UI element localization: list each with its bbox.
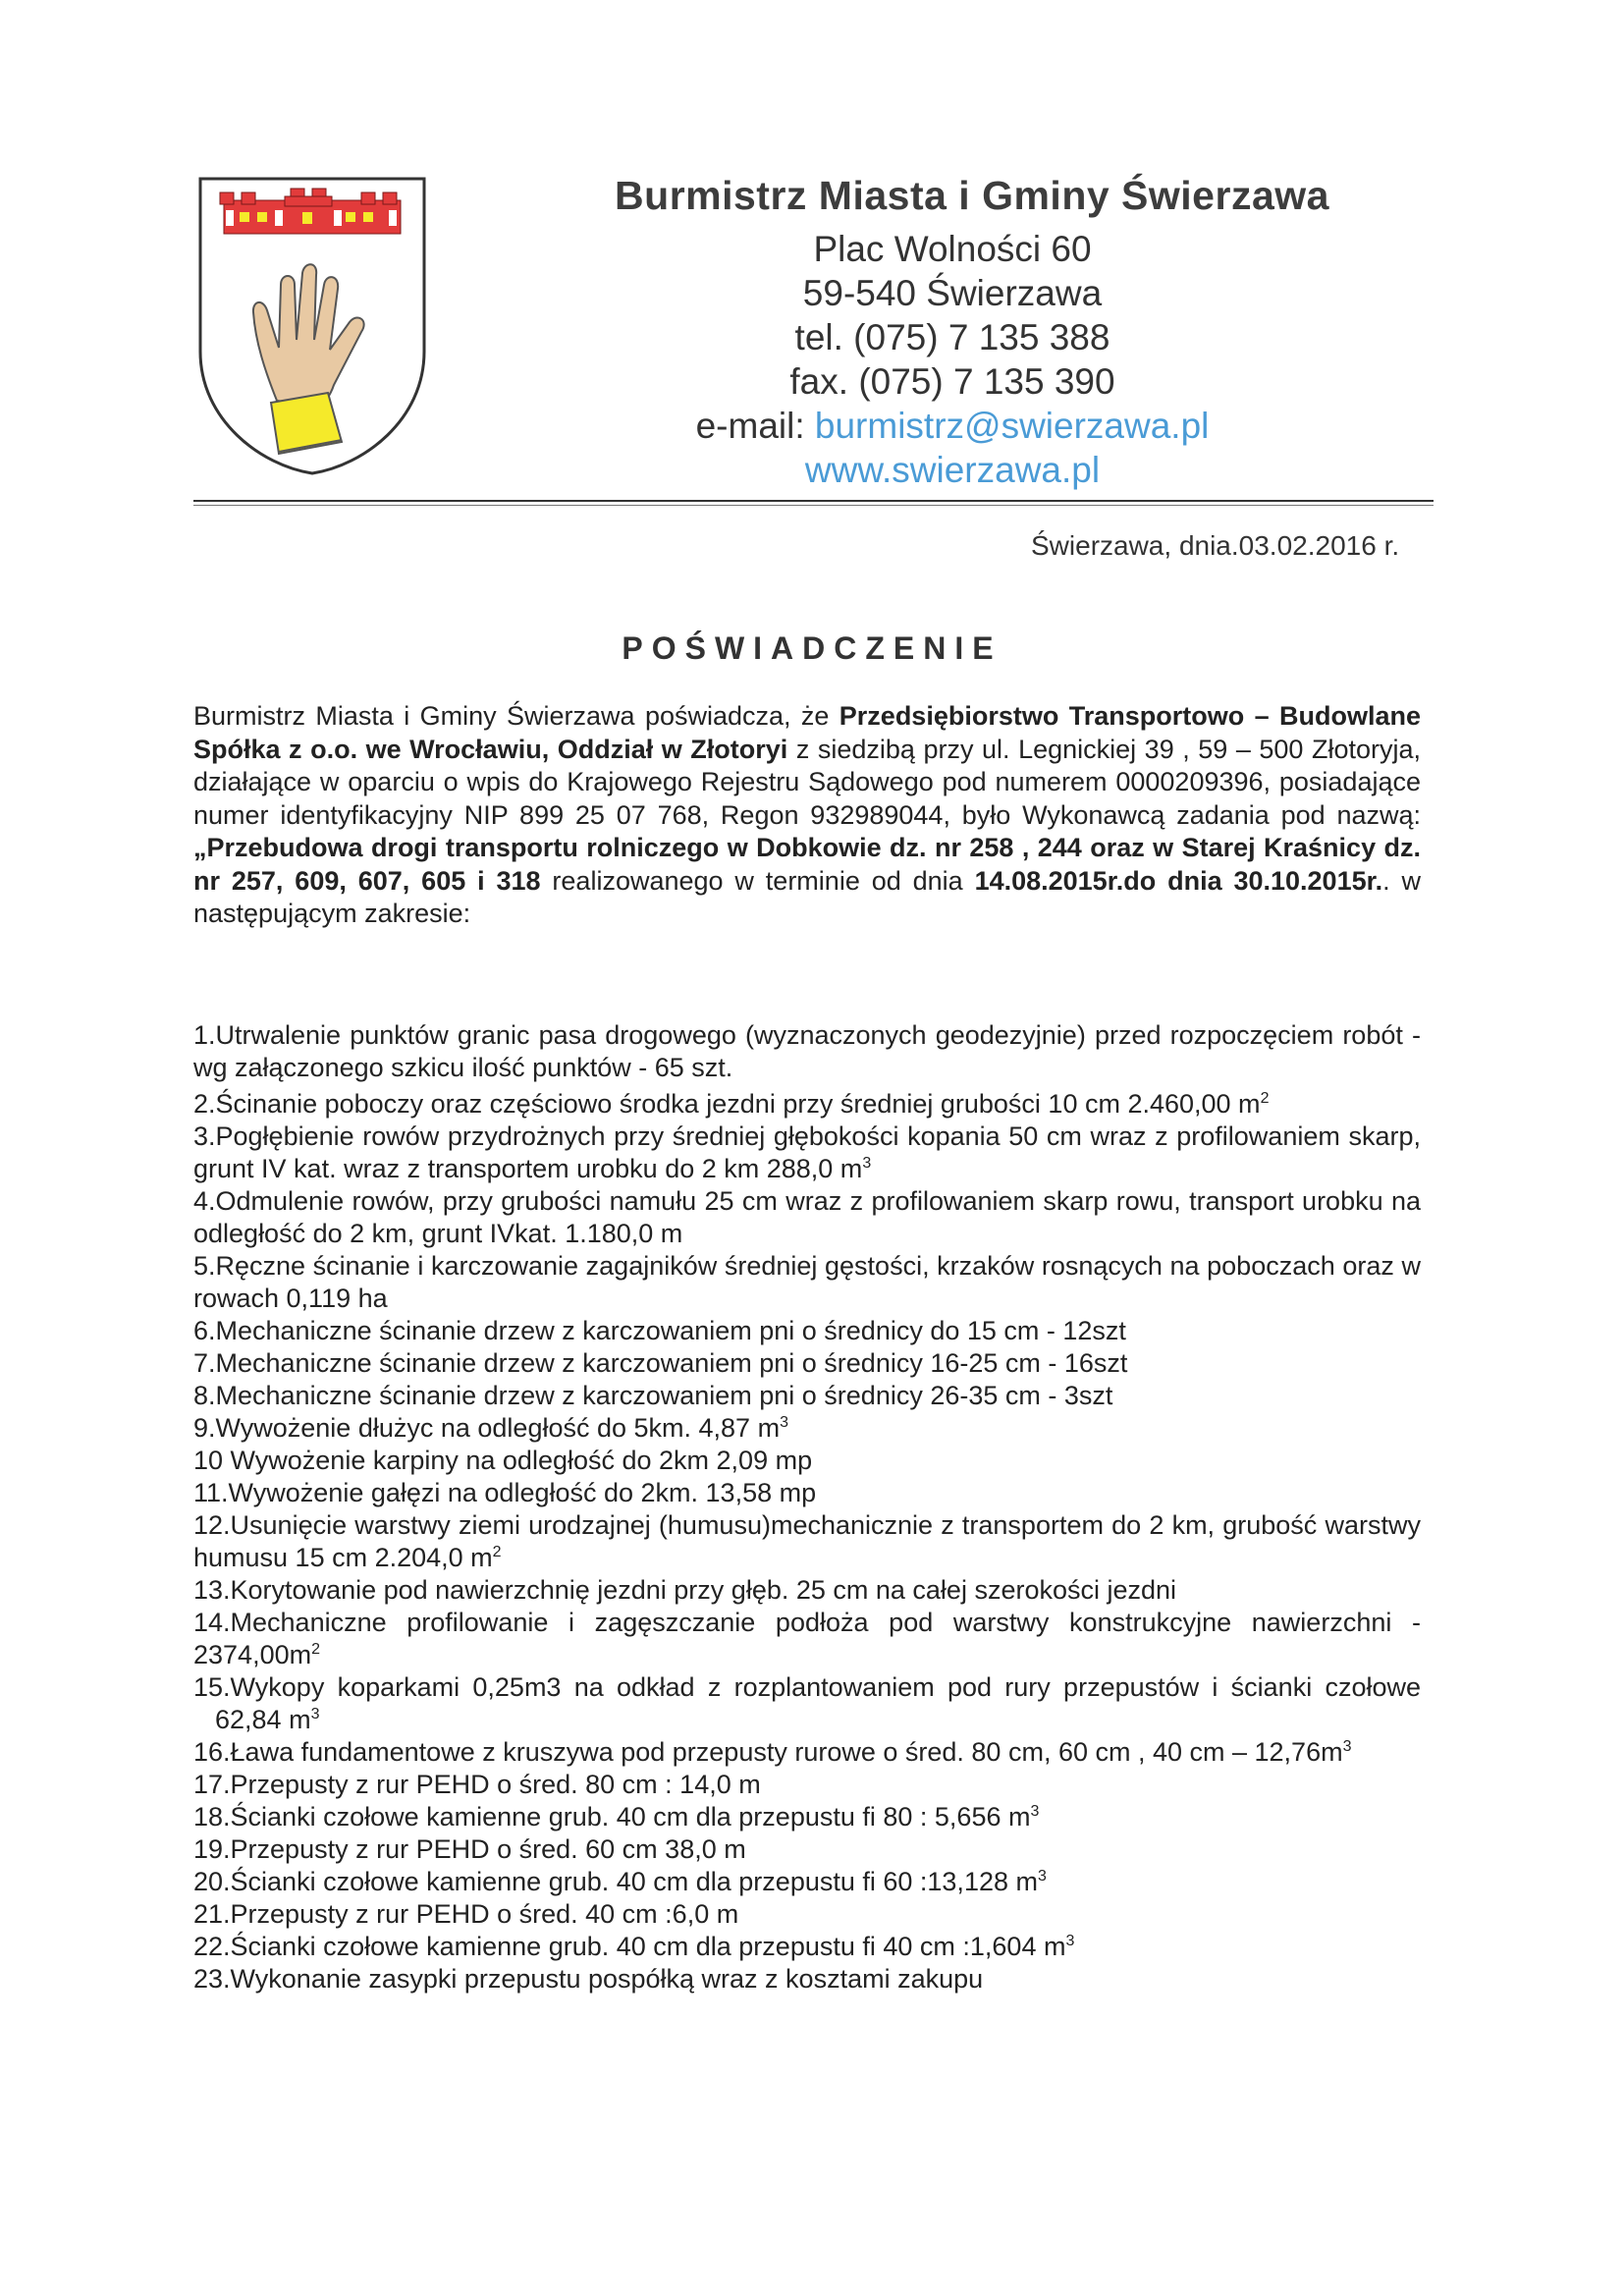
issuer-title: Burmistrz Miasta i Gminy Świerzawa bbox=[615, 173, 1329, 218]
unit-exponent: 2 bbox=[1260, 1090, 1270, 1107]
scope-item-text: 15.Wykopy koparkami 0,25m3 na odkład z rozplantowaniem pod rury przepustów i ścianki czołowe 62,84 m bbox=[193, 1672, 1421, 1734]
header-divider bbox=[193, 500, 1434, 502]
scope-item bbox=[193, 1315, 1421, 1347]
coat-of-arms-icon bbox=[196, 175, 428, 477]
scope-item-text: 7.Mechaniczne ścinanie drzew z karczowaniem pni o średnicy 16-25 cm - 16szt bbox=[193, 1348, 1128, 1378]
scope-item bbox=[193, 1019, 1421, 1084]
unit-exponent: 2 bbox=[492, 1544, 502, 1560]
scope-item-text: 3.Pogłębienie rowów przydrożnych przy średniej głębokości kopania 50 cm wraz z profilowaniem skarp, grunt IV kat. wraz z transportem urobku do 2 km 288,0 m bbox=[193, 1121, 1421, 1183]
scope-item bbox=[193, 1185, 1421, 1250]
scope-item-text: 2.Ścinanie poboczy oraz częściowo środka jezdni przy średniej grubości 10 cm 2.460,00 m bbox=[193, 1089, 1261, 1119]
scope-item-text: 23.Wykonanie zasypki przepustu pospółką wraz z kosztami zakupu bbox=[193, 1964, 984, 1994]
scope-item bbox=[193, 1445, 1421, 1477]
body-text-3: realizowanego w terminie od dnia bbox=[540, 865, 975, 896]
scope-item bbox=[193, 1250, 1421, 1315]
scope-item-text: 22.Ścianki czołowe kamienne grub. 40 cm dla przepustu fi 40 cm :1,604 m bbox=[193, 1932, 1066, 1961]
scope-item-text: 18.Ścianki czołowe kamienne grub. 40 cm dla przepustu fi 80 : 5,656 m bbox=[193, 1802, 1031, 1831]
scope-item-text: 14.Mechaniczne profilowanie i zagęszczanie podłoża pod warstwy konstrukcyjne nawierzchni - 2374,00m bbox=[193, 1608, 1421, 1669]
scope-item-text: 9.Wywożenie dłużyc na odległość do 5km. 4,87 m bbox=[193, 1413, 781, 1443]
unit-exponent: 3 bbox=[780, 1414, 788, 1431]
unit-exponent: 3 bbox=[310, 1706, 320, 1722]
scope-item-text: 12.Usunięcie warstwy ziemi urodzajnej (humusu)mechanicznie z transportem do 2 km, grubość warstwy humusu 15 cm 2.204,0 m bbox=[193, 1510, 1421, 1572]
scope-item bbox=[193, 1347, 1421, 1380]
scope-item bbox=[193, 1833, 1421, 1866]
date-line: Świerzawa, dnia.03.02.2016 r. bbox=[1031, 530, 1400, 561]
document-title: POŚWIADCZENIE bbox=[622, 630, 1002, 666]
scope-item bbox=[193, 1574, 1421, 1607]
body-text-4: . w następującym zakresie: bbox=[193, 865, 1422, 928]
scope-item-text: 6.Mechaniczne ścinanie drzew z karczowaniem pni o średnicy do 15 cm - 12szt bbox=[193, 1316, 1126, 1345]
scope-item bbox=[193, 1898, 1421, 1931]
company-name: Przedsiębiorstwo Transportowo – Budowlane Spółka z o.o. we Wrocławiu, Oddział w Złotoryi bbox=[193, 701, 1421, 764]
scope-item-text: 17.Przepusty z rur PEHD o śred. 80 cm : 14,0 m bbox=[193, 1770, 761, 1799]
scope-item-text: 13.Korytowanie pod nawierzchnię jezdni przy głęb. 25 cm na całej szerokości jezdni bbox=[193, 1575, 1177, 1605]
scope-item bbox=[193, 1671, 1421, 1736]
scope-item-text: 19.Przepusty z rur PEHD o śred. 60 cm 38,0 m bbox=[193, 1834, 746, 1864]
unit-exponent: 2 bbox=[311, 1641, 320, 1658]
scope-item bbox=[193, 1412, 1421, 1445]
unit-exponent: 3 bbox=[1037, 1868, 1047, 1885]
unit-exponent: 3 bbox=[1030, 1803, 1040, 1820]
scope-item bbox=[193, 1769, 1421, 1801]
date-range: 14.08.2015r.do dnia 30.10.2015r. bbox=[974, 865, 1383, 896]
scope-item bbox=[193, 1477, 1421, 1509]
unit-exponent: 3 bbox=[1342, 1738, 1352, 1755]
scope-item bbox=[193, 1931, 1421, 1963]
scope-item-text: 11.Wywożenie gałęzi na odległość do 2km. 13,58 mp bbox=[193, 1478, 817, 1507]
unit-exponent: 3 bbox=[862, 1155, 872, 1172]
certification-paragraph bbox=[193, 700, 1421, 931]
unit-exponent: 3 bbox=[1065, 1933, 1075, 1949]
letterhead bbox=[471, 173, 1434, 492]
scope-item bbox=[193, 1736, 1421, 1769]
scope-item bbox=[193, 1380, 1421, 1412]
website-link[interactable]: www.swierzawa.pl bbox=[804, 450, 1101, 490]
header-divider-thin bbox=[193, 505, 1434, 506]
email-link[interactable]: burmistrz@swierzawa.pl bbox=[814, 406, 1210, 446]
body-text-1: Burmistrz Miasta i Gminy Świerzawa poświadcza, że bbox=[193, 701, 839, 731]
email-label: e-mail: bbox=[695, 406, 815, 446]
scope-item bbox=[193, 1607, 1421, 1671]
scope-item-text: 10 Wywożenie karpiny na odległość do 2km 2,09 mp bbox=[193, 1446, 813, 1475]
address-street: Plac Wolności 60 bbox=[813, 229, 1092, 269]
scope-item bbox=[193, 1801, 1421, 1833]
scope-item bbox=[193, 1866, 1421, 1898]
project-name: „Przebudowa drogi transportu rolniczego w Dobkowie dz. nr 258 , 244 oraz w Starej Kraśnicy dz. nr 257, 609, 607, 605 i 318 bbox=[193, 833, 1421, 896]
scope-item-text: 8.Mechaniczne ścinanie drzew z karczowaniem pni o średnicy 26-35 cm - 3szt bbox=[193, 1381, 1113, 1410]
body-text-2: z siedzibą przy ul. Legnickiej 39 , 59 – 500 Złotoryja, działające w oparciu o wpis do Krajowego Rejestru Sądowego pod numerem 0000209396, posiadające numer identyfikacyjny NIP 899 25 07 768, Regon 932989044, było Wykonawcą zadania pod nazwą: bbox=[193, 734, 1422, 830]
scope-item-text: 21.Przepusty z rur PEHD o śred. 40 cm :6,0 m bbox=[193, 1899, 739, 1929]
email-line bbox=[471, 404, 1434, 448]
scope-item-text: 16.Ława fundamentowe z kruszywa pod przepusty rurowe o śred. 80 cm, 60 cm , 40 cm – 12,76m bbox=[193, 1737, 1343, 1767]
phone-number: tel. (075) 7 135 388 bbox=[794, 317, 1110, 357]
scope-item-text: 5.Ręczne ścinanie i karczowanie zagajników średniej gęstości, krzaków rosnących na poboczach oraz w rowach 0,119 ha bbox=[193, 1251, 1421, 1313]
scope-item-text: 20.Ścianki czołowe kamienne grub. 40 cm dla przepustu fi 60 :13,128 m bbox=[193, 1867, 1038, 1896]
scope-item-text: 4.Odmulenie rowów, przy grubości namułu 25 cm wraz z profilowaniem skarp rowu, transport urobku na odległość do 2 km, grunt IVkat. 1.180,0 m bbox=[193, 1186, 1421, 1248]
scope-item-text: 1.Utrwalenie punktów granic pasa drogowego (wyznaczonych geodezyjnie) przed rozpoczęciem robót - wg załączonego szkicu ilość punktów - 65 szt. bbox=[193, 1020, 1421, 1082]
scope-item bbox=[193, 1963, 1421, 1995]
scope-list bbox=[193, 1019, 1421, 1995]
scope-item bbox=[193, 1509, 1421, 1574]
scope-item bbox=[193, 1088, 1421, 1121]
fax-number: fax. (075) 7 135 390 bbox=[789, 361, 1115, 402]
address-city: 59-540 Świerzawa bbox=[802, 273, 1103, 313]
scope-item bbox=[193, 1121, 1421, 1185]
